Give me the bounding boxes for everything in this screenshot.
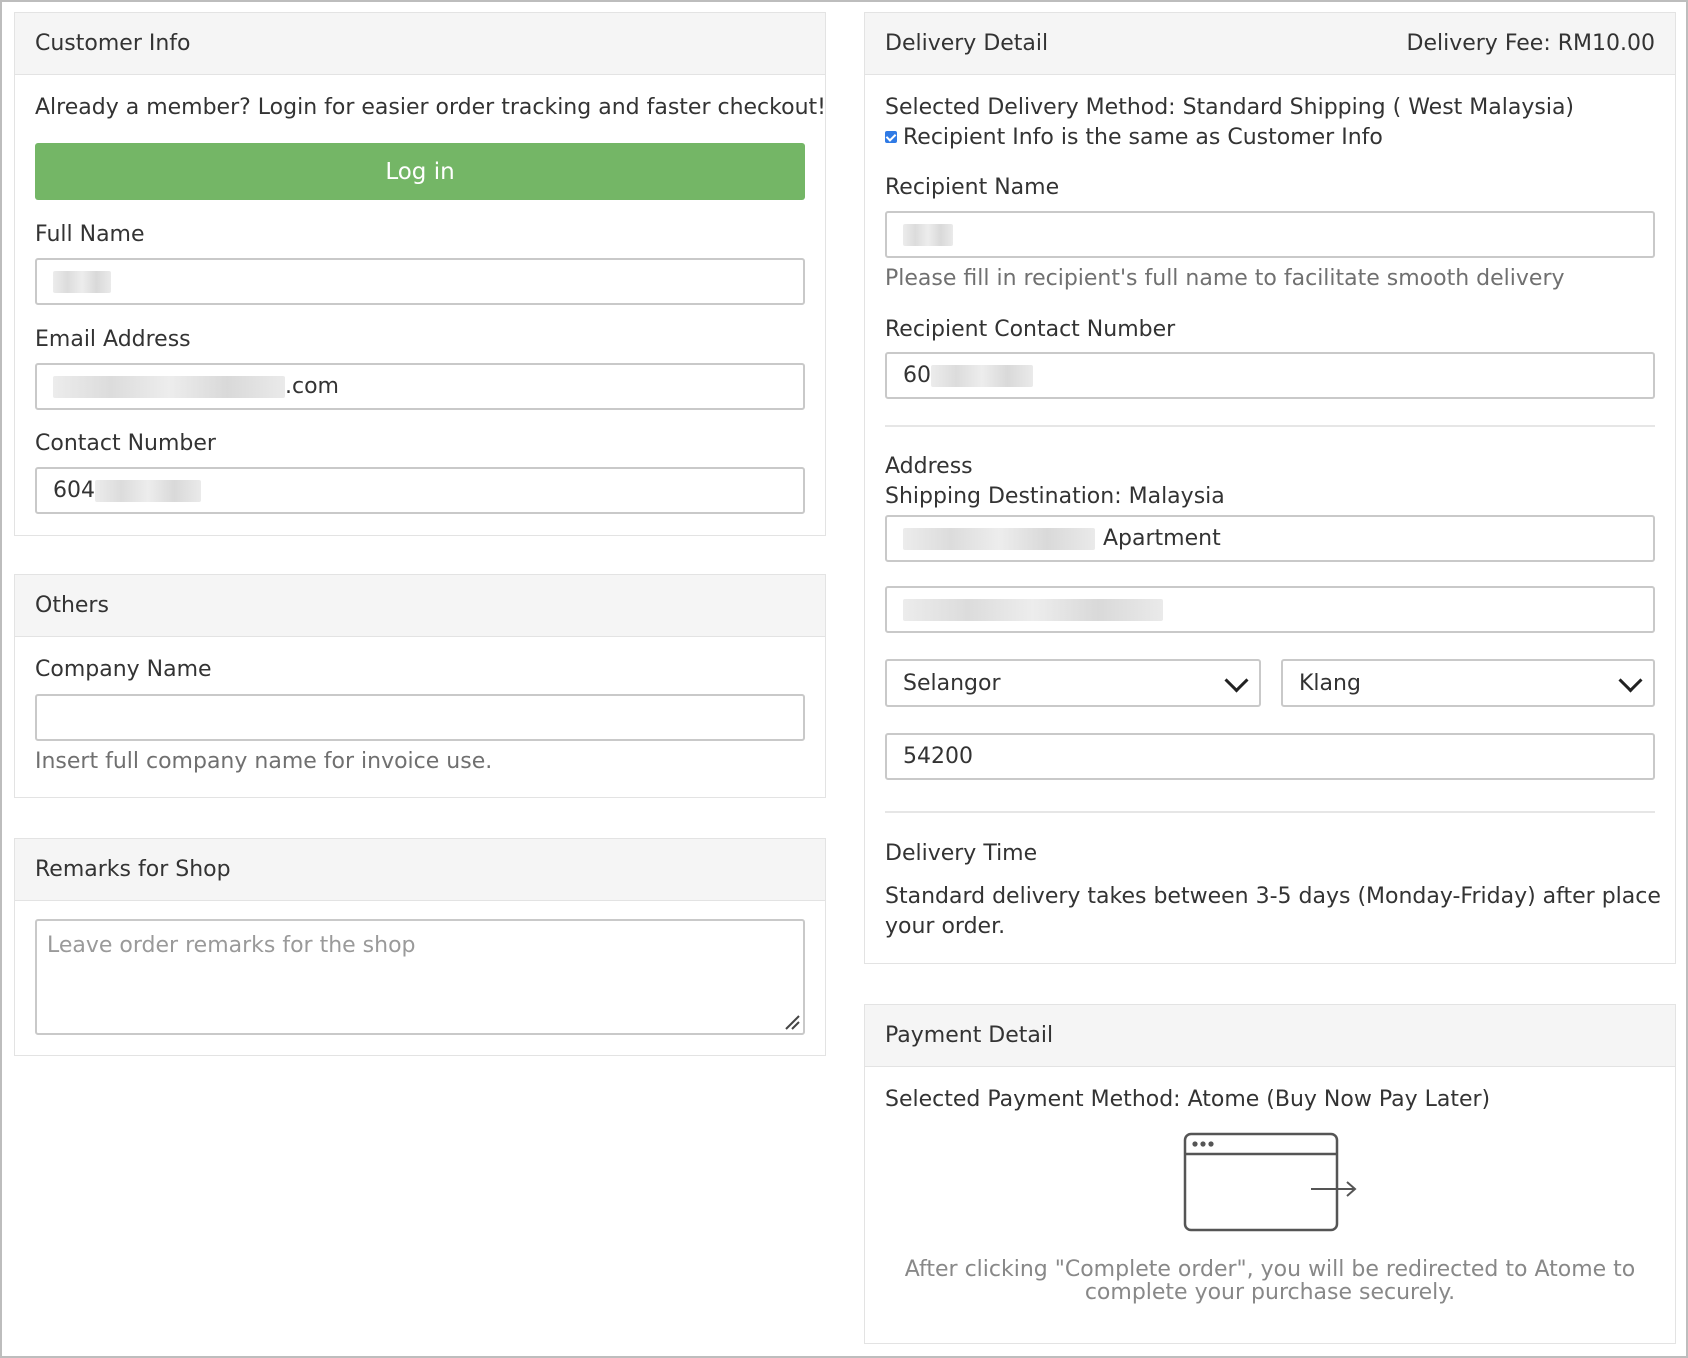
- email-label: Email Address: [35, 327, 191, 352]
- full-name-label: Full Name: [35, 222, 145, 247]
- redacted-value: [903, 224, 953, 246]
- customer-info-header: [15, 13, 825, 75]
- chevron-down-icon: [1224, 668, 1248, 692]
- recipient-contact-label: Recipient Contact Number: [885, 317, 1176, 342]
- divider: [885, 425, 1655, 427]
- login-prompt: Already a member? Login for easier order tracking and faster checkout!: [35, 95, 826, 120]
- recipient-contact-input[interactable]: [885, 352, 1655, 399]
- delivery-title: Delivery Detail: [885, 31, 1049, 56]
- remarks-placeholder: Leave order remarks for the shop: [47, 933, 416, 958]
- remarks-header: [15, 839, 825, 901]
- redirect-notice-line-2: complete your purchase securely.: [1084, 1280, 1456, 1305]
- city-select[interactable]: [1281, 659, 1655, 707]
- full-name-input[interactable]: [35, 258, 805, 305]
- delivery-time-label: Delivery Time: [885, 841, 1038, 866]
- redacted-value: [53, 271, 111, 293]
- others-title: Others: [35, 593, 109, 618]
- redirect-notice-line-1: After clicking "Complete order", you will be redirected to Atome to: [904, 1257, 1636, 1282]
- postcode-value: 54200: [903, 744, 973, 769]
- email-suffix: .com: [285, 374, 339, 399]
- redacted-value: [903, 599, 1163, 621]
- payment-title: Payment Detail: [885, 1023, 1054, 1048]
- same-info-row[interactable]: [885, 125, 1383, 150]
- shipping-destination: Shipping Destination: Malaysia: [885, 484, 1225, 509]
- resize-handle-icon[interactable]: [784, 1014, 800, 1030]
- others-header: [15, 575, 825, 637]
- contact-input[interactable]: [35, 467, 805, 514]
- company-name-input[interactable]: [35, 694, 805, 741]
- delivery-time-text-1: Standard delivery takes between 3-5 days (Monday-Friday) after place: [885, 884, 1661, 909]
- delivery-time-text-2: your order.: [885, 914, 1006, 939]
- same-info-checkbox[interactable]: [885, 131, 897, 143]
- state-select[interactable]: [885, 659, 1261, 707]
- delivery-method: Selected Delivery Method: Standard Shipping ( West Malaysia): [885, 95, 1575, 120]
- postcode-input[interactable]: [885, 733, 1655, 780]
- same-info-label: Recipient Info is the same as Customer Info: [903, 125, 1383, 150]
- divider: [885, 811, 1655, 813]
- redirect-notice: [885, 1258, 1655, 1304]
- chevron-down-icon: [1618, 668, 1642, 692]
- browser-redirect-icon: [1183, 1132, 1361, 1232]
- redacted-value: [931, 365, 1033, 387]
- remarks-title: Remarks for Shop: [35, 857, 231, 882]
- delivery-fee: Delivery Fee: RM10.00: [1406, 31, 1655, 56]
- contact-label: Contact Number: [35, 431, 216, 456]
- recipient-name-help: Please fill in recipient's full name to facilitate smooth delivery: [885, 266, 1565, 291]
- remarks-textarea[interactable]: [35, 919, 805, 1035]
- redacted-value: [903, 528, 1095, 550]
- recipient-name-input[interactable]: [885, 211, 1655, 258]
- city-value: Klang: [1299, 670, 1361, 696]
- company-name-label: Company Name: [35, 657, 212, 682]
- payment-header: [865, 1005, 1675, 1067]
- recipient-contact-prefix: 60: [903, 363, 931, 388]
- customer-info-title: Customer Info: [35, 31, 191, 56]
- email-input[interactable]: [35, 363, 805, 410]
- login-button[interactable]: Log in: [35, 143, 805, 200]
- contact-prefix: 604: [53, 478, 95, 503]
- redacted-value: [95, 480, 201, 502]
- address-line1-input[interactable]: [885, 515, 1655, 562]
- delivery-header: [865, 13, 1675, 75]
- state-value: Selangor: [903, 670, 1001, 696]
- payment-method: Selected Payment Method: Atome (Buy Now Pay Later): [885, 1087, 1491, 1112]
- company-name-help: Insert full company name for invoice use.: [35, 749, 493, 774]
- redacted-value: [53, 376, 285, 398]
- address-line1-suffix: Apartment: [1103, 526, 1221, 551]
- address-label: Address: [885, 454, 973, 479]
- recipient-name-label: Recipient Name: [885, 175, 1060, 200]
- address-line2-input[interactable]: [885, 586, 1655, 633]
